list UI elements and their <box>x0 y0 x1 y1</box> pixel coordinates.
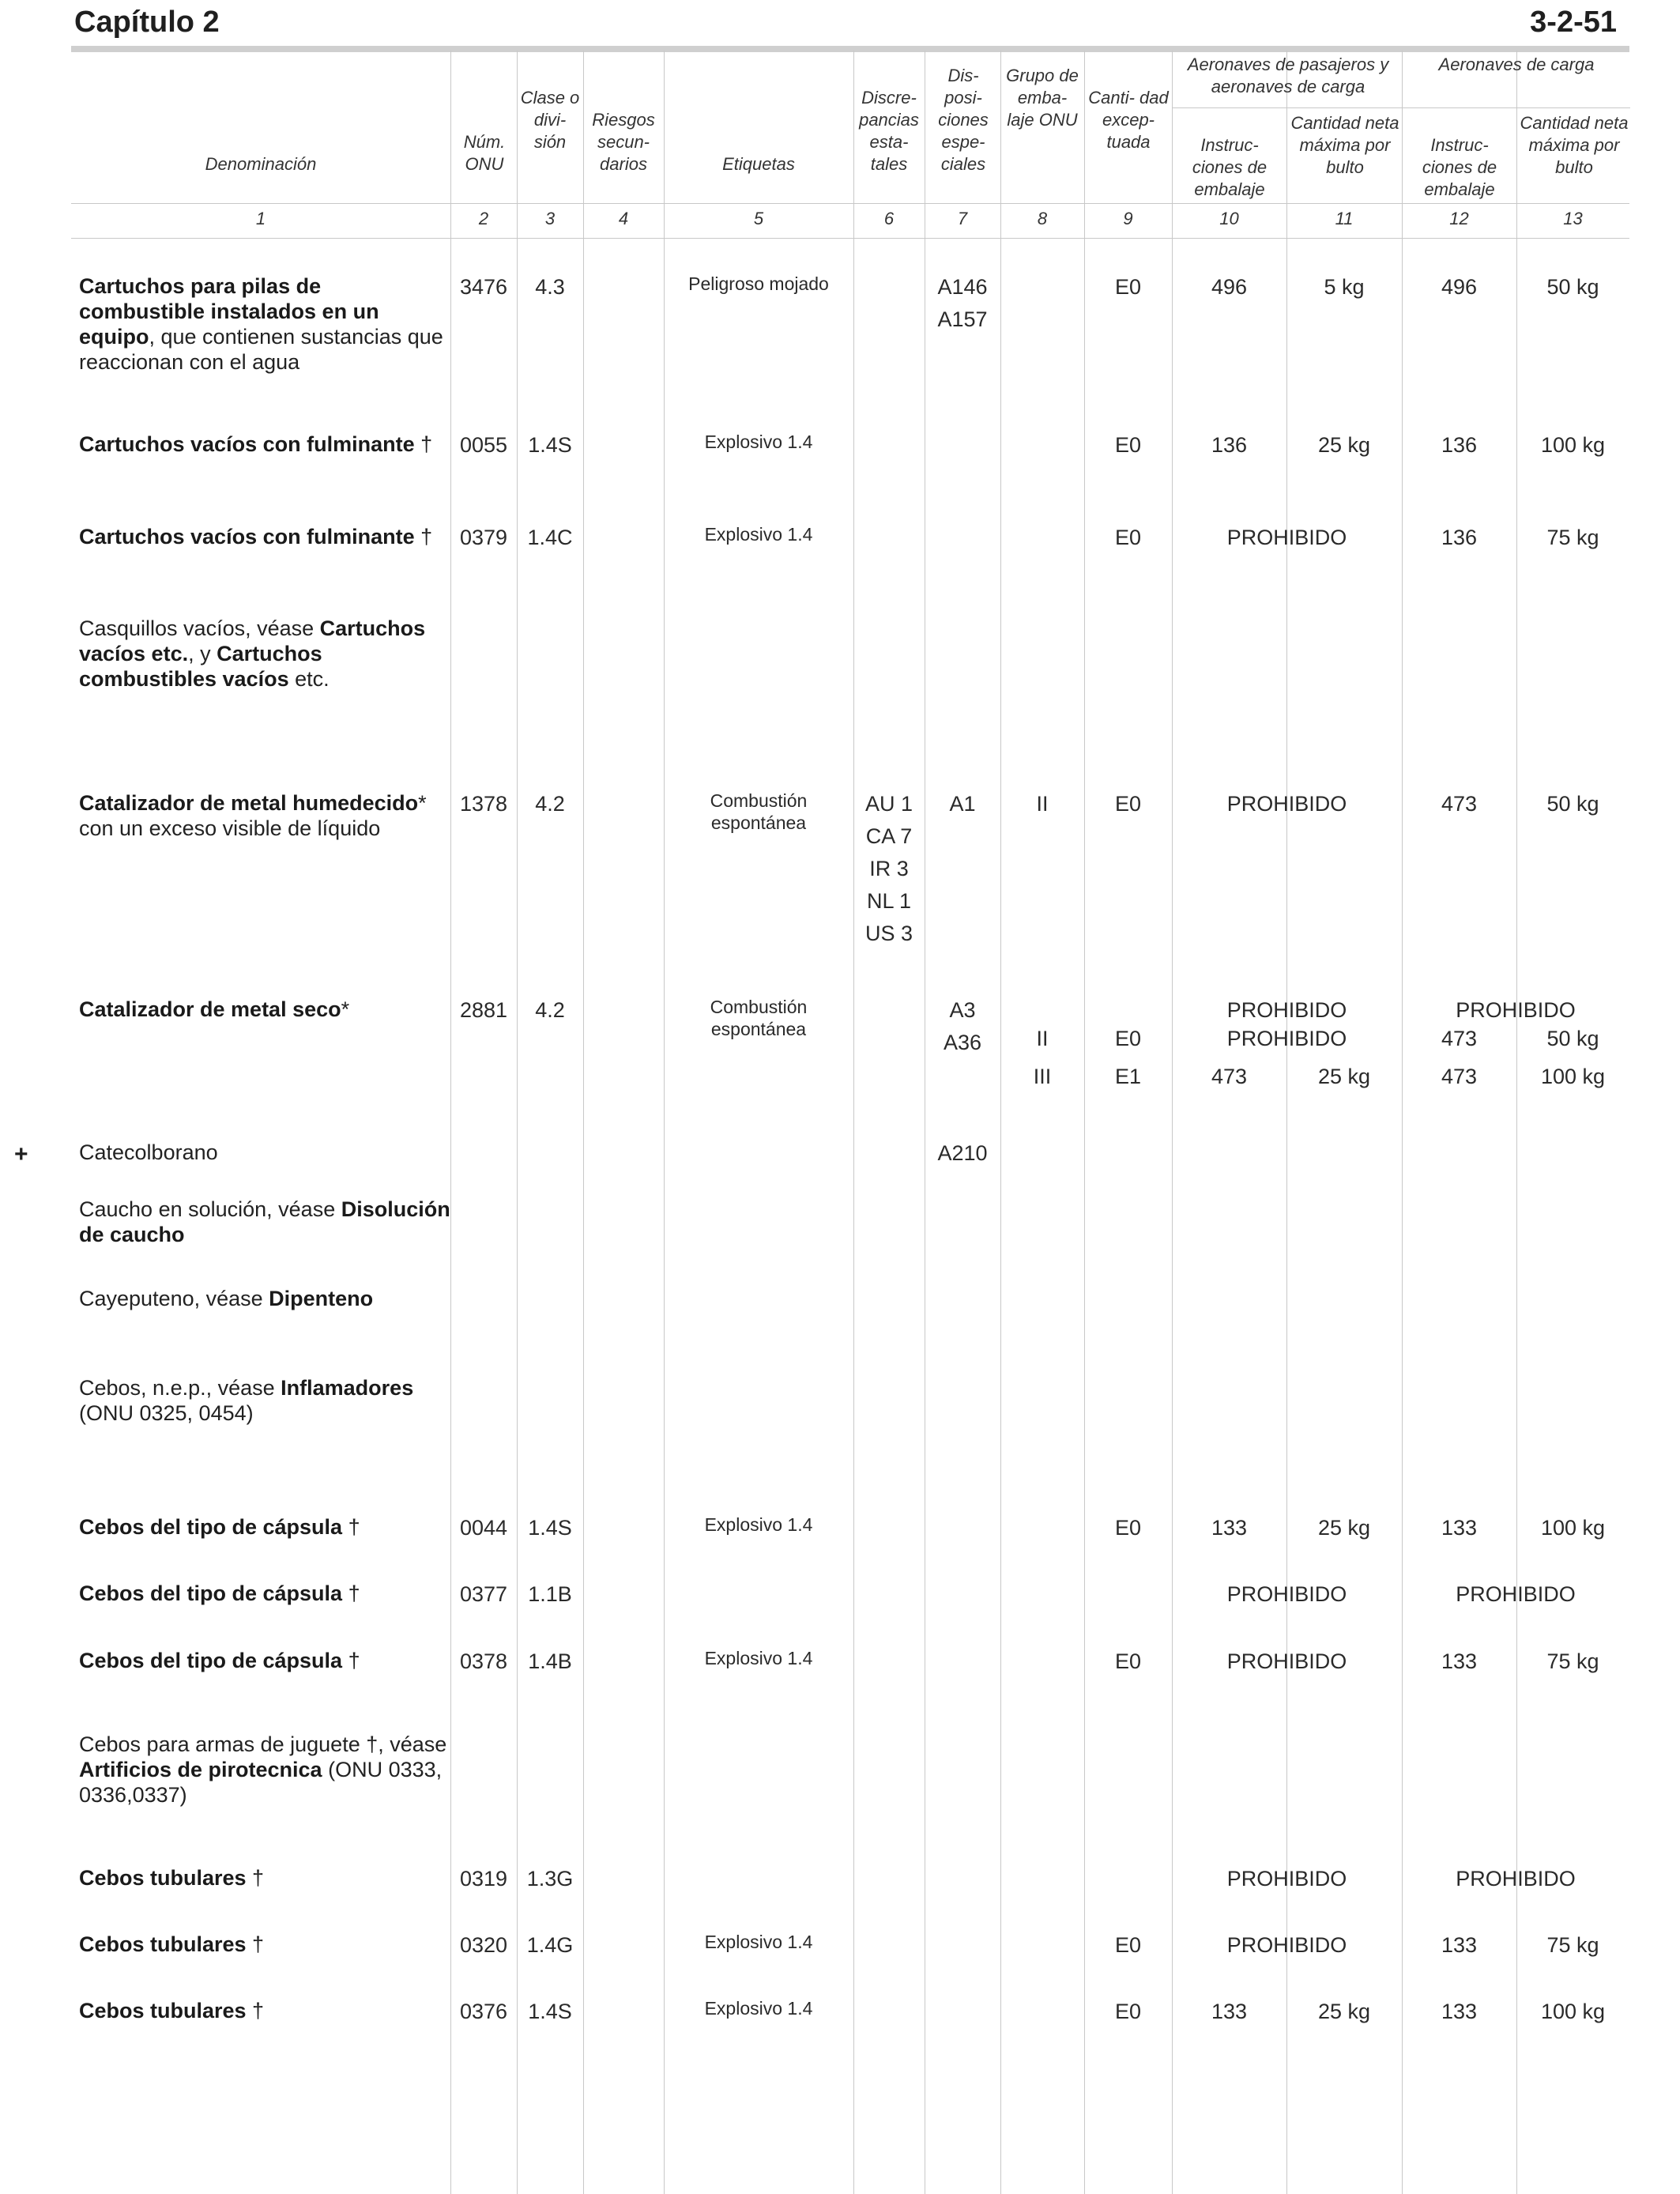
cell-onu: 1378 <box>459 792 508 816</box>
cell-exc_b: E0 <box>1114 1027 1142 1050</box>
cell-exc: E0 <box>1114 792 1142 816</box>
cell-i10_c: 473 <box>1211 1065 1248 1088</box>
col-header-etiquetas: Etiquetas <box>722 154 795 174</box>
cell-onu: 2881 <box>459 998 508 1022</box>
cell-denominacion: Cebos tubulares † <box>79 1932 265 1956</box>
cell-etiq: Peligroso mojado <box>688 273 829 294</box>
col-number: 9 <box>1123 209 1133 228</box>
col-header-clase: Clase o divi- sión <box>520 88 580 152</box>
col-group-pasajeros: Aeronaves de pasajeros y aeronaves de carga <box>1187 55 1389 96</box>
cell-exc: E0 <box>1114 433 1142 457</box>
col-number: 7 <box>957 209 968 228</box>
cell-pax: PROHIBIDO <box>1226 1649 1347 1673</box>
cell-etiq: Explosivo 1.4 <box>704 1998 813 2019</box>
amendment-mark: + <box>14 1141 28 1167</box>
cell-clase: 4.2 <box>535 998 565 1022</box>
col-number: 4 <box>618 209 629 228</box>
col-header-riesgos: Riesgos secun- darios <box>592 110 655 174</box>
cell-i12: 133 <box>1441 2000 1478 2023</box>
cell-i10: 133 <box>1211 2000 1248 2023</box>
cell-i12: 133 <box>1441 1649 1478 1673</box>
cell-q13: 75 kg <box>1546 1649 1599 1673</box>
cell-clase: 4.2 <box>535 792 565 816</box>
cell-q13: 50 kg <box>1546 792 1599 816</box>
cell-denominacion: Cebos del tipo de cápsula † <box>79 1515 360 1539</box>
cell-etiq: Explosivo 1.4 <box>704 432 813 452</box>
cell-pax: PROHIBIDO <box>1226 1582 1347 1606</box>
cell-pax: PROHIBIDO <box>1226 526 1347 549</box>
cell-disp: A3 A36 <box>943 998 982 1054</box>
cell-denominacion: Cebos del tipo de cápsula † <box>79 1581 360 1605</box>
cell-pax: PROHIBIDO <box>1226 792 1347 816</box>
cell-exc: E0 <box>1114 1933 1142 1957</box>
cell-cargo_a: PROHIBIDO <box>1456 998 1576 1022</box>
cell-clase: 1.4S <box>528 433 572 457</box>
cell-q11: 5 kg <box>1324 275 1365 299</box>
cell-i12: 133 <box>1441 1933 1478 1957</box>
cell-onu: 0378 <box>459 1649 508 1673</box>
col-number: 6 <box>883 209 895 228</box>
cell-onu: 3476 <box>459 275 508 299</box>
cell-onu: 0320 <box>459 1933 508 1957</box>
cell-q11: 25 kg <box>1317 2000 1371 2023</box>
cell-denominacion: Cartuchos vacíos con fulminante † <box>79 432 433 456</box>
cell-denominacion: Cebos del tipo de cápsula † <box>79 1649 360 1672</box>
cell-clase: 1.4C <box>527 526 573 549</box>
cell-denominacion: Cartuchos vacíos con fulminante † <box>79 525 433 548</box>
header-rule <box>71 46 1629 52</box>
cell-clase: 1.4G <box>526 1933 574 1957</box>
cell-exc: E0 <box>1114 526 1142 549</box>
cell-clase: 1.4S <box>528 2000 572 2023</box>
col-number: 12 <box>1449 209 1469 228</box>
cell-exc: E0 <box>1114 2000 1142 2023</box>
cell-i12_b: 473 <box>1441 1027 1478 1050</box>
cell-onu: 0044 <box>459 1516 508 1540</box>
cell-clase: 1.1B <box>528 1582 572 1606</box>
cell-i12: 496 <box>1441 275 1478 299</box>
cell-denominacion: Casquillos vacíos, véase Cartuchos vacíos etc., y Cartuchos combustibles vacíos etc. <box>79 616 426 691</box>
cell-i10: 136 <box>1211 433 1248 457</box>
cell-exc: E0 <box>1114 275 1142 299</box>
col-header-discrepancias: Discre- pancias esta- tales <box>859 88 919 174</box>
cell-pax_a: PROHIBIDO <box>1226 998 1347 1022</box>
col-header-grupo: Grupo de emba- laje ONU <box>1006 66 1079 130</box>
col-number: 8 <box>1037 209 1048 228</box>
cell-i12: 136 <box>1441 433 1478 457</box>
col-number: 11 <box>1335 209 1354 228</box>
cell-onu: 0376 <box>459 2000 508 2023</box>
cell-pax: PROHIBIDO <box>1226 1933 1347 1957</box>
col-header-disposiciones: Dis- posi- ciones espe- ciales <box>938 66 989 174</box>
cell-pax: PROHIBIDO <box>1226 1867 1347 1891</box>
cell-denominacion: Cebos para armas de juguete †, véase Artificios de pirotecnica (ONU 0333, 0336,0337) <box>79 1732 447 1807</box>
cell-i10: 133 <box>1211 1516 1248 1540</box>
cell-disp: A210 <box>937 1141 988 1165</box>
cell-onu: 0055 <box>459 433 508 457</box>
cell-grupo: II <box>1036 792 1049 816</box>
cell-etiq: Explosivo 1.4 <box>704 1932 813 1952</box>
col-header-cant-pax: Cantidad neta máxima por bulto <box>1290 113 1399 177</box>
cell-cargo: PROHIBIDO <box>1456 1867 1576 1891</box>
cell-clase: 4.3 <box>535 275 565 299</box>
cell-i12: 136 <box>1441 526 1478 549</box>
cell-denominacion: Cebos tubulares † <box>79 1866 265 1890</box>
cell-i10: 496 <box>1211 275 1248 299</box>
cell-q13: 100 kg <box>1540 2000 1606 2023</box>
cell-denominacion: Catalizador de metal humedecido* con un exceso visible de líquido <box>79 791 427 840</box>
cell-etiq: Combustión espontánea <box>710 790 808 833</box>
col-number: 10 <box>1219 209 1239 228</box>
cell-cargo: PROHIBIDO <box>1456 1582 1576 1606</box>
cell-q13: 75 kg <box>1546 1933 1599 1957</box>
cell-q11: 25 kg <box>1317 1516 1371 1540</box>
cell-denominacion: Catalizador de metal seco* <box>79 997 350 1021</box>
cell-clase: 1.4S <box>528 1516 572 1540</box>
cell-onu: 0379 <box>459 526 508 549</box>
cell-q13: 100 kg <box>1540 433 1606 457</box>
col-header-denominacion: Denominación <box>205 154 317 174</box>
cell-etiq: Explosivo 1.4 <box>704 1514 813 1535</box>
col-number: 1 <box>255 209 266 228</box>
cell-denominacion: Catecolborano <box>79 1140 218 1164</box>
cell-q11_c: 25 kg <box>1317 1065 1371 1088</box>
cell-q13_c: 100 kg <box>1540 1065 1606 1088</box>
cell-q11: 25 kg <box>1317 433 1371 457</box>
cell-disc: AU 1 CA 7 IR 3 NL 1 US 3 <box>864 792 913 945</box>
cell-denominacion: Cartuchos para pilas de combustible instalados en un equipo, que contienen sustancias que reaccionan con el agua <box>79 274 443 374</box>
cell-q13: 75 kg <box>1546 526 1599 549</box>
cell-exc: E0 <box>1114 1649 1142 1673</box>
cell-q13: 50 kg <box>1546 275 1599 299</box>
col-header-cantidad-exceptuada: Canti- dad excep- tuada <box>1088 88 1169 152</box>
cell-grupo_b: II <box>1036 1027 1049 1050</box>
cell-i12_c: 473 <box>1441 1065 1478 1088</box>
cell-exc: E0 <box>1114 1516 1142 1540</box>
col-group-carga: Aeronaves de carga <box>1438 55 1595 74</box>
col-header-num-onu: Núm. ONU <box>463 132 506 174</box>
col-header-instr-cargo: Instruc- ciones de embalaje <box>1422 135 1497 199</box>
col-number: 13 <box>1563 209 1583 228</box>
cell-clase: 1.3G <box>526 1867 574 1891</box>
col-number: 2 <box>478 209 489 228</box>
cell-denominacion: Cebos tubulares † <box>79 1999 265 2022</box>
col-header-cant-cargo: Cantidad neta máxima por bulto <box>1520 113 1629 177</box>
cell-pax_b: PROHIBIDO <box>1226 1027 1347 1050</box>
page-number: 3-2-51 <box>1530 6 1617 39</box>
cell-disp: A146 A157 <box>937 275 988 331</box>
cell-onu: 0377 <box>459 1582 508 1606</box>
cell-q13: 100 kg <box>1540 1516 1606 1540</box>
cell-denominacion: Caucho en solución, véase Disolución de caucho <box>79 1197 450 1246</box>
cell-denominacion: Cebos, n.e.p., véase Inflamadores (ONU 0325, 0454) <box>79 1376 414 1425</box>
cell-etiq: Explosivo 1.4 <box>704 524 813 545</box>
cell-etiq: Combustión espontánea <box>710 997 808 1039</box>
cell-exc_c: E1 <box>1114 1065 1142 1088</box>
cell-q13_b: 50 kg <box>1546 1027 1599 1050</box>
cell-i12: 473 <box>1441 792 1478 816</box>
col-number: 5 <box>753 209 764 228</box>
cell-denominacion: Cayeputeno, véase Dipenteno <box>79 1287 374 1310</box>
cell-i12: 133 <box>1441 1516 1478 1540</box>
col-header-instr-pax: Instruc- ciones de embalaje <box>1192 135 1268 199</box>
chapter-title: Capítulo 2 <box>74 6 220 39</box>
cell-grupo_c: III <box>1033 1065 1052 1088</box>
cell-disp: A1 <box>949 792 976 816</box>
cell-clase: 1.4B <box>528 1649 572 1673</box>
cell-onu: 0319 <box>459 1867 508 1891</box>
col-number: 3 <box>544 209 556 228</box>
cell-etiq: Explosivo 1.4 <box>704 1648 813 1668</box>
